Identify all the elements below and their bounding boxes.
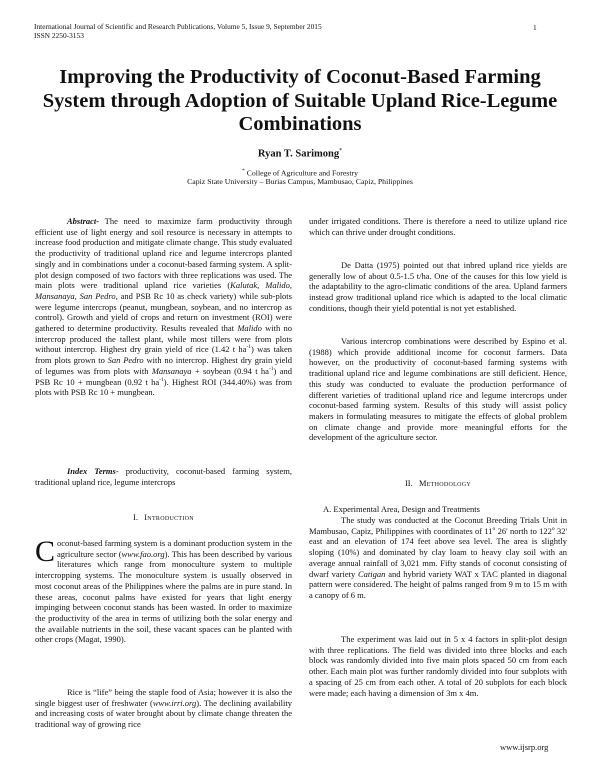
affiliation-marker: * bbox=[242, 168, 245, 174]
fao-link-text: www.fao.org bbox=[121, 548, 165, 559]
degree-sign: o bbox=[492, 525, 496, 532]
paragraph-text: Various intercrop combinations were described by Espino et al. (1988) which provide additional income for coconut farmers. Data however, on the productivity of coconut-based farming systems with traditional upland rice and legume combinations are still deficient. Hence, this study was conducted to evaluate the production performance of different varieties of traditional upland rice and legume intercrops under coconut-based farming system. Results of this study will assist policy makers in formulating measures to mitigate the effects of global problem on climate change and provide more meaningful efforts for the development of the agriculture sector. bbox=[309, 336, 567, 443]
index-terms bbox=[35, 466, 292, 487]
method-paragraph-2 bbox=[309, 634, 567, 698]
author-name: Ryan T. Sarimong bbox=[257, 148, 340, 160]
intro-text: ). The declining availability and increasing costs of water brought about by climate change threaten the traditional way of growing rice bbox=[35, 697, 292, 730]
method-text: 32' east and an elevation of 174 feet above sea level. The area is slightly sloping (10%) and dominated by clay loam to heavy clay soil with an average annual rainfall of 3,021 mm. Fifty stands of coconut consisting of dwarf variety bbox=[309, 525, 567, 579]
section-heading-methodology bbox=[309, 479, 567, 490]
footer-url: www.ijsrp.org bbox=[500, 742, 549, 752]
subsection-title: A. Experimental Area, Design and Treatments bbox=[323, 504, 480, 514]
intro-text: Rice is “life” being the staple food of Asia; however it is also the single biggest user of freshwater ( bbox=[35, 687, 292, 708]
abstract-text: and PSB Rc 10 as check variety) while sub-plots were legume intercrops (peanut, mungbean, soybean, and no intercrop as control). Growth and yield of crops and return on investment (ROI) were gathered to determine productivity. Results revealed that bbox=[35, 290, 292, 334]
abstract-text: ). Highest ROI (344.40%) was from plots with PSB Rc 10 + mungbean. bbox=[35, 376, 292, 398]
abstract-malido: Malido bbox=[237, 323, 262, 334]
intro-paragraph-1 bbox=[35, 535, 292, 645]
section-title: Methodology bbox=[418, 479, 472, 488]
right-paragraph-3 bbox=[309, 336, 567, 443]
method-text: 26' north to 122 bbox=[495, 525, 552, 536]
subsection-heading-a bbox=[309, 504, 567, 515]
author bbox=[0, 148, 600, 160]
affiliation-college: College of Agriculture and Forestry bbox=[246, 168, 358, 178]
paragraph-text: De Datta (1975) pointed out that inbred upland rice yields are generally low of about 0.5-1.5 t/ha. One of the causes for this low yield is the adaptability to the agro-climatic conditions of the area. Upland farmers instead grow traditional upland rice which is adapted to the local climatic conditions, though their yield potential is not yet established. bbox=[309, 260, 567, 313]
intro-paragraph-2 bbox=[35, 687, 292, 730]
index-terms-text: - productivity, coconut-based farming system, traditional upland rice, legume intercrops bbox=[35, 466, 292, 487]
superscript: -1 bbox=[246, 344, 252, 351]
abstract-label: Abstract- bbox=[67, 216, 100, 226]
abstract bbox=[35, 216, 292, 398]
method-paragraph-1 bbox=[309, 515, 567, 601]
right-paragraph-2 bbox=[309, 260, 567, 314]
degree-sign: o bbox=[551, 525, 555, 532]
right-paragraph-1 bbox=[309, 216, 567, 237]
index-terms-label: Index Terms bbox=[67, 466, 116, 476]
intro-text: oconut-based farming system is a dominant production system in the agriculture sector ( bbox=[57, 538, 292, 559]
abstract-text: + soybean (0.94 t ha bbox=[191, 365, 269, 376]
irri-link-text: www.irri.org bbox=[152, 697, 197, 708]
section-number: I. bbox=[133, 513, 138, 522]
abstract-text: ) was taken from plots grown to bbox=[35, 344, 292, 366]
drop-cap: C bbox=[35, 535, 56, 568]
method-text: The study was conducted at the Coconut Breeding Trials Unit in Mambusao, Capiz, Philippines with coordinates of 11 bbox=[309, 515, 567, 536]
author-marker: * bbox=[339, 148, 343, 154]
intro-text: ). This has been described by various literatures which range from monoculture system to multiple intercropping systems. The monoculture system is usually observed in most coconut areas of the Philippines where the palms are in pure stand. In these areas, coconut palms have existed for years that light energy impinging between coconut stands has been wasted. In order to maximize the productivity of the area in terms of utilizing both the solar energy and the available nutrients in the soil, these vacant spaces can be planted with other crops (Magat, 1990). bbox=[35, 548, 292, 645]
section-heading-introduction bbox=[35, 513, 292, 524]
paper-title: Improving the Productivity of Coconut-Based Farming System through Adoption of Suitable Upland Rice-Legume Combinations bbox=[42, 66, 558, 135]
method-text: and hybrid variety WAT x TAC planted in diagonal pattern were considered. The height of palms ranged from 9 m to 15 m with a canopy of 6 m. bbox=[309, 568, 568, 600]
abstract-sanpedro: San Pedro bbox=[107, 355, 144, 366]
page-number: 1 bbox=[533, 23, 537, 32]
superscript: -1 bbox=[268, 366, 274, 373]
paragraph-text: The experiment was laid out in 5 x 4 factors in split-plot design with three replications. The field was divided into three blocks and each block was randomly divided into five main plots spaced 50 cm from each other. Each main plot was further randomly divided into four subplots with a spacing of 25 cm from each other. A total of 20 subplots for each block were made; each having a dimension of 3m x 4m. bbox=[309, 634, 567, 698]
abstract-text: ) and PSB Rc 10 + mungbean (0.92 t ha bbox=[35, 365, 292, 387]
affiliation-line-2: Capiz State University – Burias Campus, Mambusao, Capiz, Philippines bbox=[187, 177, 413, 186]
abstract-text: The need to maximize farm productivity through efficient use of light energy and soil resource is necessary in attempts to increase food production and mitigate climate change. This study evaluated the productivity of traditional upland rice and legume intercrops planted singly and in combinations under a coconut-based farming system. A split-plot design composed of two factors with three replications was used. The main plots were traditional upland rice varieties ( bbox=[35, 216, 292, 291]
abstract-text: with no intercrop produced the tallest plant, while most tillers were from plots without intercrop. Highest dry grain yield of rice (1.42 t ha bbox=[35, 323, 292, 355]
catigan-variety: Catigan bbox=[358, 568, 386, 579]
paragraph-text: under irrigated conditions. There is therefore a need to utilize upland rice which can thrive under drought conditions. bbox=[309, 216, 567, 237]
issn: ISSN 2250-3153 bbox=[34, 31, 84, 40]
superscript: -1 bbox=[159, 376, 164, 383]
abstract-text: with no intercrop. Highest dry grain yield of legumes was from plots with bbox=[35, 355, 292, 376]
section-number: II. bbox=[404, 479, 413, 488]
section-title: Introduction bbox=[144, 513, 194, 522]
journal-header: International Journal of Scientific and Research Publications, Volume 5, Issue 9, September 2015 bbox=[34, 22, 322, 31]
abstract-mansanaya: Mansanaya bbox=[151, 365, 192, 376]
abstract-varieties: Kalutak, Malido, Mansanaya, San Pedro, bbox=[35, 280, 292, 301]
